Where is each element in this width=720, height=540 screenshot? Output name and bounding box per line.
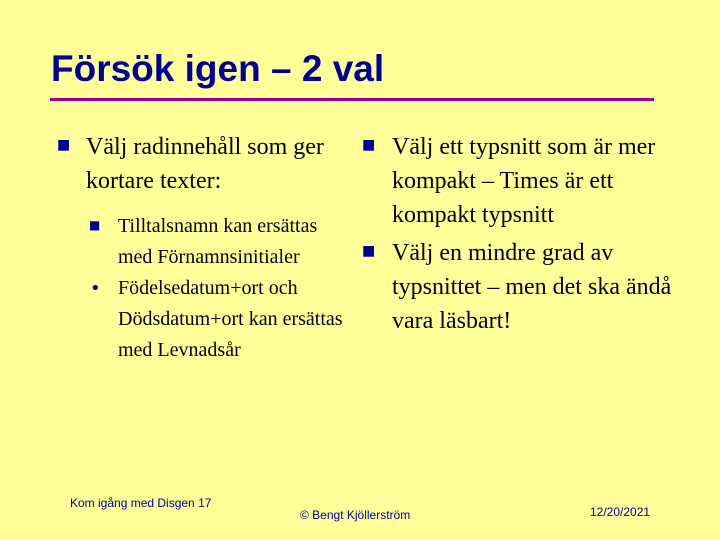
left-bullet-1 bbox=[57, 130, 347, 198]
left-subbullets bbox=[57, 211, 347, 366]
left-column bbox=[57, 130, 347, 366]
left-subbullet-2-text: Födelsedatum+ort och Dödsdatum+ort kan ersättas med Levnadsår bbox=[118, 277, 343, 361]
left-subbullet-2 bbox=[57, 273, 347, 366]
left-subbullet-1-text: Tilltalsnamn kan ersättas med Förnamnsinitialer bbox=[118, 215, 318, 268]
footer-date: 12/20/2021 bbox=[590, 505, 651, 519]
round-bullet-icon: • bbox=[90, 278, 101, 299]
right-bullet-2-text: Välj en mindre grad av typsnittet – men det ska ändå vara läsbart! bbox=[392, 240, 672, 334]
right-column bbox=[362, 130, 682, 342]
square-bullet-icon: ■ bbox=[89, 218, 101, 232]
slide-title: Försök igen – 2 val bbox=[51, 48, 385, 89]
footer-presentation-name: Kom igång med Disgen 17 bbox=[70, 496, 212, 510]
left-bullet-1-text: Välj radinnehåll som ger kortare texter: bbox=[86, 134, 324, 194]
right-bullet-2 bbox=[362, 236, 682, 338]
square-bullet-icon: ■ bbox=[362, 137, 376, 153]
right-bullet-1-text: Välj ett typsnitt som är mer kompakt – Times är ett kompakt typsnitt bbox=[392, 134, 656, 228]
footer-copyright: © Bengt Kjöllerström bbox=[300, 508, 411, 522]
right-bullet-1 bbox=[362, 130, 682, 232]
square-bullet-icon: ■ bbox=[362, 243, 376, 259]
square-bullet-icon: ■ bbox=[57, 137, 71, 153]
title-divider bbox=[50, 98, 654, 101]
left-subbullet-1 bbox=[57, 211, 347, 273]
